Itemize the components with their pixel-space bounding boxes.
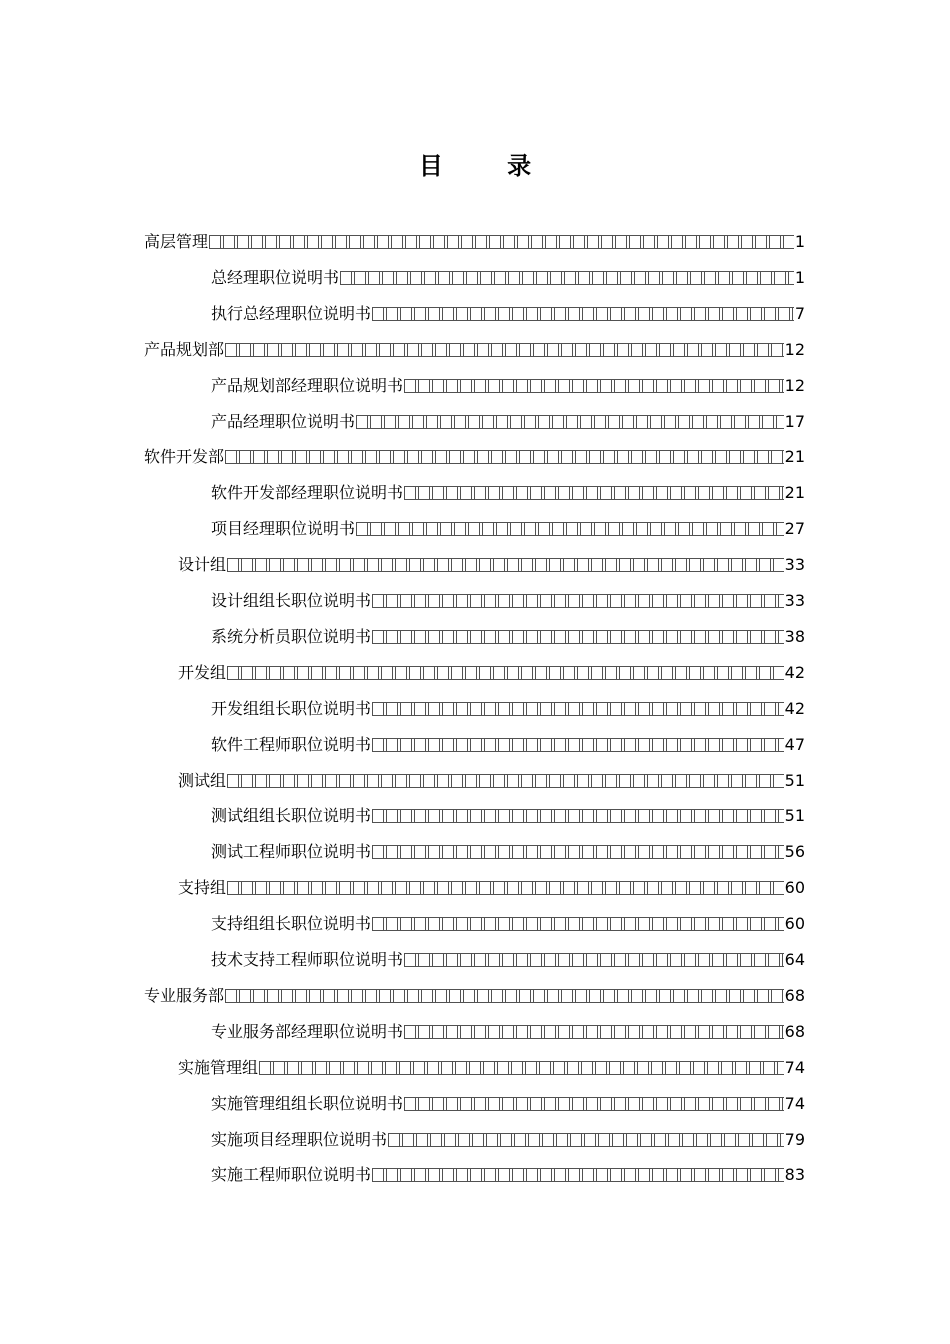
toc-entry-label: 执行总经理职位说明书 [211,303,372,323]
toc-leader [372,702,784,716]
toc-leader [225,989,784,1003]
toc-entry-label: 实施管理组 [178,1057,259,1077]
toc-entry-label: 开发组组长职位说明书 [211,698,372,718]
toc-entry[interactable] [211,619,805,655]
toc-page-number: 83 [784,1165,805,1185]
toc-entry[interactable] [178,547,805,583]
toc-entry[interactable] [178,1050,805,1086]
toc-entry[interactable] [211,1086,805,1122]
toc-page-number: 7 [794,303,805,323]
toc-entry-label: 实施工程师职位说明书 [211,1165,372,1185]
toc-leader [404,1097,784,1111]
toc-entry-label: 设计组 [178,555,227,575]
toc-entry[interactable] [144,439,805,475]
toc-entry-label: 软件开发部经理职位说明书 [211,483,404,503]
toc-leader [372,1168,784,1182]
toc-entry[interactable] [211,1157,805,1193]
toc-entry[interactable] [211,260,805,296]
toc-page-number: 21 [784,483,805,503]
toc-entry-label: 测试组 [178,770,227,790]
toc-entry-label: 实施项目经理职位说明书 [211,1129,388,1149]
toc-page-number: 42 [784,698,805,718]
toc-leader [372,738,784,752]
toc-entry[interactable] [211,727,805,763]
toc-leader [372,845,784,859]
toc-entry[interactable] [178,763,805,799]
toc-entry-label: 测试工程师职位说明书 [211,842,372,862]
toc-page-number: 68 [784,1021,805,1041]
toc-leader [259,1061,784,1075]
toc-page-number: 47 [784,734,805,754]
toc-page-number: 33 [784,591,805,610]
toc-entry-label: 项目经理职位说明书 [211,519,356,539]
toc-entry[interactable] [211,691,805,727]
toc-page-number: 51 [784,806,805,826]
toc-entry[interactable] [211,906,805,942]
toc-leader [356,522,784,536]
toc-entry-label: 开发组 [178,662,227,682]
toc-entry[interactable] [211,296,805,332]
toc-page-number: 68 [784,985,805,1005]
toc-entry-label: 设计组组长职位说明书 [211,591,372,610]
toc-page-number: 56 [784,842,805,862]
toc-page-number: 74 [784,1093,805,1113]
toc-entry[interactable] [144,332,805,368]
toc-leader [372,917,784,931]
toc-leader [372,809,784,823]
toc-entry[interactable] [211,583,805,619]
toc-leader [227,558,784,572]
toc-entry[interactable] [211,942,805,978]
toc-page-number: 60 [784,914,805,934]
toc-leader [404,486,784,500]
toc-leader [404,953,784,967]
toc-page-number: 12 [784,339,805,359]
toc-page-number: 51 [784,770,805,790]
toc-leader [356,415,784,429]
toc-leader [372,630,784,644]
toc-entry-label: 产品规划部经理职位说明书 [211,375,404,395]
toc-entry[interactable] [211,798,805,834]
toc-leader [372,307,794,321]
toc-entry-label: 高层管理 [144,232,209,251]
toc-page-number: 1 [794,267,805,287]
toc-entry-label: 产品规划部 [144,339,225,359]
toc-entry[interactable] [211,511,805,547]
toc-page-number: 21 [784,447,805,467]
toc-page-number: 38 [784,626,805,646]
toc-entry-label: 测试组组长职位说明书 [211,806,372,826]
toc-entry[interactable] [211,1122,805,1158]
toc-entry[interactable] [178,655,805,691]
toc-page-number: 74 [784,1057,805,1077]
toc-page-number: 42 [784,662,805,682]
toc-leader [227,881,784,895]
toc-leader [225,450,784,464]
toc-entry-label: 专业服务部 [144,985,225,1005]
toc-leader [227,774,784,788]
toc-leader [404,379,784,393]
toc-entry-label: 系统分析员职位说明书 [211,626,372,646]
toc-entry-label: 总经理职位说明书 [211,267,340,287]
toc-page-number: 1 [794,232,805,251]
toc-page-number: 79 [784,1129,805,1149]
toc-entry[interactable] [144,224,805,260]
toc-page-number: 12 [784,375,805,395]
toc-leader [225,343,784,357]
toc-entry-label: 支持组 [178,878,227,898]
toc-entry[interactable] [178,870,805,906]
toc-entry-label: 软件开发部 [144,447,225,467]
toc-entry[interactable] [211,368,805,404]
toc-leader [227,666,784,680]
toc-entry[interactable] [211,404,805,440]
toc-leader [404,1025,784,1039]
toc-page-number: 17 [784,411,805,431]
toc-entry-label: 技术支持工程师职位说明书 [211,950,404,969]
toc-page-number: 33 [784,555,805,575]
toc-page-number: 27 [784,519,805,539]
toc-entry-label: 专业服务部经理职位说明书 [211,1021,404,1041]
toc-entry-label: 产品经理职位说明书 [211,411,356,431]
toc-entry-label: 软件工程师职位说明书 [211,734,372,754]
toc-entry[interactable] [211,475,805,511]
toc-entry-label: 支持组组长职位说明书 [211,914,372,934]
toc-leader [388,1133,784,1147]
toc-page-number: 60 [784,878,805,898]
toc-entry[interactable] [211,834,805,870]
toc-entry[interactable] [211,1014,805,1050]
toc-page-number: 64 [784,950,805,969]
toc-leader [372,594,784,608]
toc-leader [209,235,794,249]
toc-entry-label: 实施管理组组长职位说明书 [211,1093,404,1113]
page-title: 目 录 [418,152,560,180]
toc-leader [340,271,794,285]
toc-entry[interactable] [144,978,805,1014]
